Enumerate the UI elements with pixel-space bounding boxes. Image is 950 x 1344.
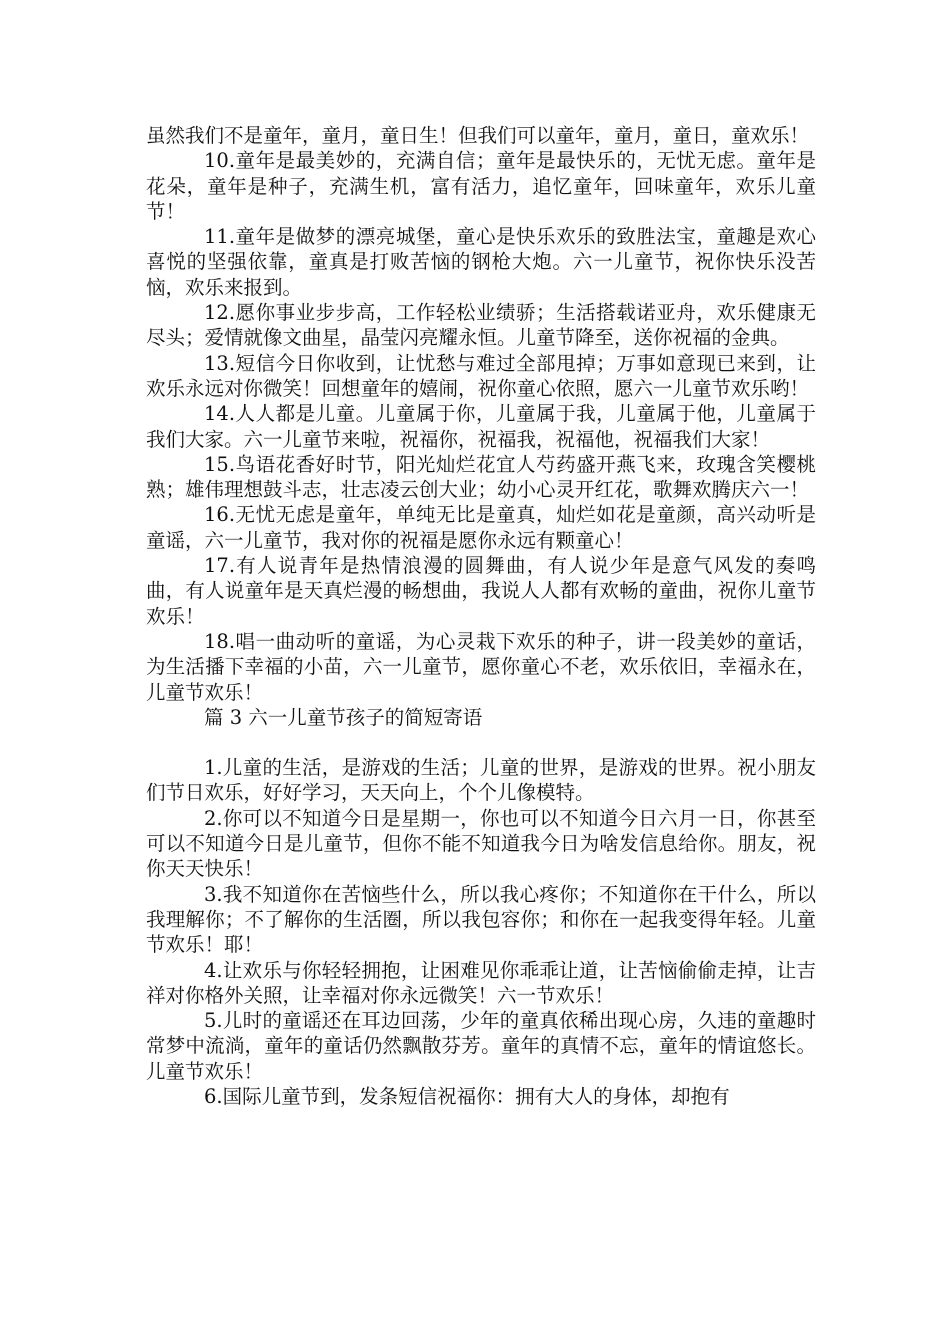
- paragraph-item-18: 18.唱一曲动听的童谣，为心灵栽下欢乐的种子，讲一段美妙的童话，为生活播下幸福的小苗，六一儿童节，愿你童心不老，欢乐依旧，幸福永在，儿童节欢乐！: [146, 629, 816, 704]
- section-spacer: [146, 730, 816, 755]
- paragraph-item-3: 3.我不知道你在苦恼些什么，所以我心疼你；不知道你在干什么，所以我理解你；不了解你的生活圈，所以我包容你；和你在一起我变得年轻。儿童节欢乐！耶！: [146, 882, 816, 957]
- paragraph-item-12: 12.愿你事业步步高，工作轻松业绩骄；生活搭载诺亚舟，欢乐健康无尽头；爱情就像文曲星，晶莹闪亮耀永恒。儿童节降至，送你祝福的金典。: [146, 301, 816, 350]
- paragraph-item-2: 2.你可以不知道今日是星期一，你也可以不知道今日六月一日，你甚至可以不知道今日是儿童节，但你不能不知道我今日为啥发信息给你。朋友，祝你天天快乐！: [146, 806, 816, 881]
- paragraph-item-6: 6.国际儿童节到，发条短信祝福你：拥有大人的身体，却抱有: [204, 1084, 730, 1108]
- paragraph-item-15: 15.鸟语花香好时节，阳光灿烂花宜人芍药盛开燕飞来，玫瑰含笑樱桃熟；雄伟理想鼓斗志，壮志凌云创大业；幼小心灵开红花，歌舞欢腾庆六一！: [146, 452, 816, 502]
- document-body: [146, 123, 816, 1109]
- section-heading: 篇 3 六一儿童节孩子的简短寄语: [204, 705, 483, 729]
- paragraph-item-4: 4.让欢乐与你轻轻拥抱，让困难见你乖乖让道，让苦恼偷偷走掉，让吉祥对你格外关照，让幸福对你永远微笑！六一节欢乐！: [146, 958, 816, 1007]
- paragraph-continued: 虽然我们不是童年，童月，童日生！但我们可以童年，童月，童日，童欢乐！: [146, 124, 810, 147]
- paragraph-item-1: 1.儿童的生活，是游戏的生活；儿童的世界，是游戏的世界。祝小朋友们节日欢乐，好好学习，天天向上，个个儿像模特。: [146, 756, 816, 805]
- paragraph-item-16: 16.无忧无虑是童年，单纯无比是童真，灿烂如花是童颜，高兴动听是童谣，六一儿童节，我对你的祝福是愿你永远有颗童心！: [146, 503, 816, 552]
- paragraph-item-5: 5.儿时的童谣还在耳边回荡，少年的童真依稀出现心房，久违的童趣时常梦中流淌，童年的童话仍然飘散芬芳。童年的真情不忘，童年的情谊悠长。儿童节欢乐！: [146, 1009, 816, 1083]
- paragraph-item-10: 10.童年是最美妙的，充满自信；童年是最快乐的，无忧无虑。童年是花朵，童年是种子，充满生机，富有活力，追忆童年，回味童年，欢乐儿童节！: [146, 149, 816, 223]
- paragraph-item-17: 17.有人说青年是热情浪漫的圆舞曲，有人说少年是意气风发的奏鸣曲，有人说童年是天真烂漫的畅想曲，我说人人都有欢畅的童曲，祝你儿童节欢乐！: [146, 554, 816, 628]
- paragraph-item-14: 14.人人都是儿童。儿童属于你，儿童属于我，儿童属于他，儿童属于我们大家。六一儿童节来啦，祝福你，祝福我，祝福他，祝福我们大家！: [146, 402, 816, 451]
- paragraph-item-13: 13.短信今日你收到，让忧愁与难过全部甩掉；万事如意现已来到，让欢乐永远对你微笑！回想童年的嬉闹，祝你童心依照，愿六一儿童节欢乐哟！: [146, 351, 816, 400]
- paragraph-item-11: 11.童年是做梦的漂亮城堡，童心是快乐欢乐的致胜法宝，童趣是欢心喜悦的坚强依靠，童真是打败苦恼的钢枪大炮。六一儿童节，祝你快乐没苦恼，欢乐来报到。: [146, 225, 816, 299]
